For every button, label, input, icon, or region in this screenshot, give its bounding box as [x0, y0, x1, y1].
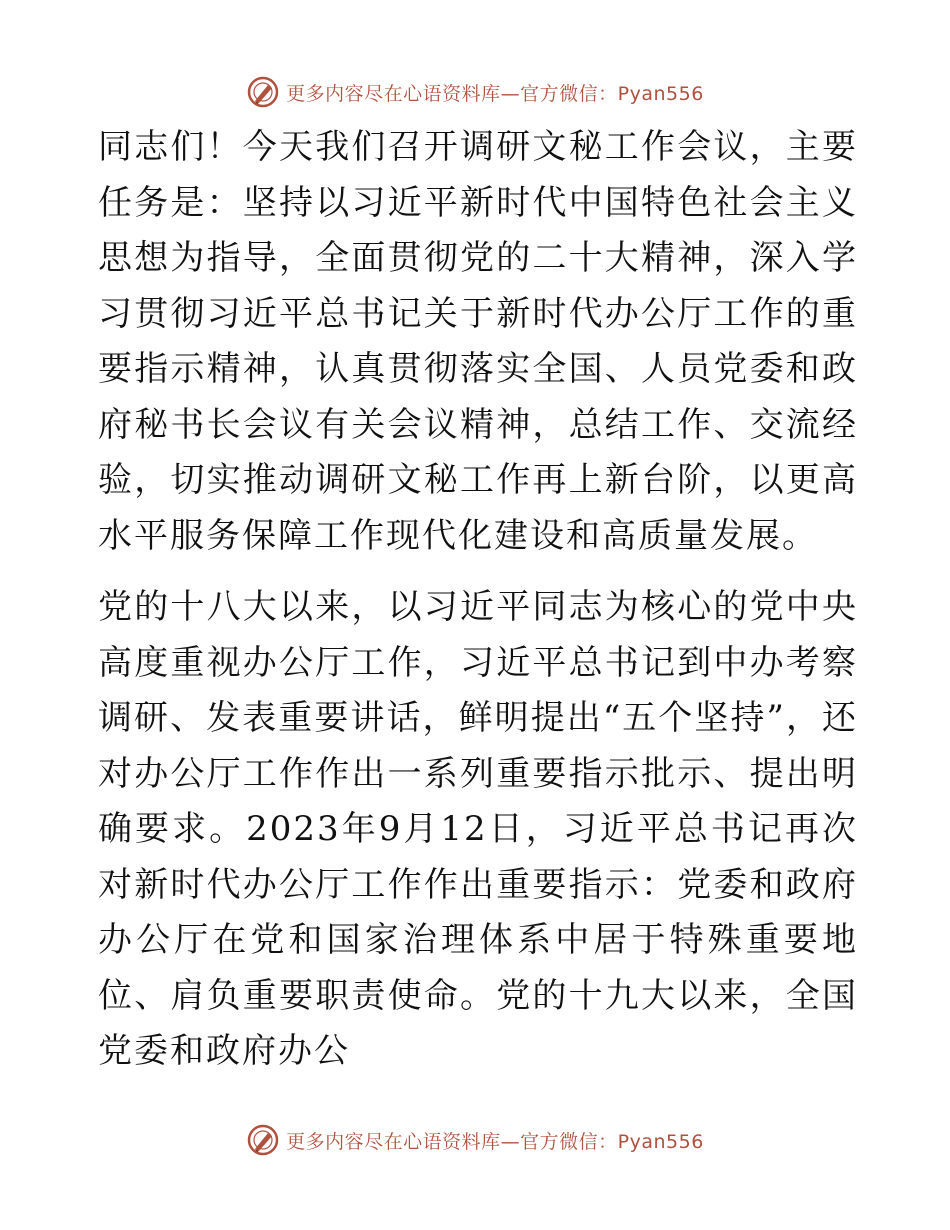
footer-watermark-text: 更多内容尽在心语资料库—官方微信：Pyan556 — [286, 1130, 704, 1153]
header-watermark-text: 更多内容尽在心语资料库—官方微信：Pyan556 — [286, 82, 704, 105]
footer-watermark-banner — [0, 1120, 950, 1160]
document-body — [98, 120, 858, 1080]
pen-logo-icon — [246, 75, 280, 109]
paragraph-1: 同志们！今天我们召开调研文秘工作会议，主要任务是：坚持以习近平新时代中国特色社会主义思想为指导，全面贯彻党的二十大精神，深入学习贯彻习近平总书记关于新时代办公厅工作的重要指示精神，认真贯彻落实全国、人员党委和政府秘书长会议有关会议精神，总结工作、交流经验，切实推动调研文秘工作再上新台阶，以更高水平服务保障工作现代化建设和高质量发展。 — [98, 127, 858, 556]
pen-logo-icon — [246, 1123, 280, 1157]
header-watermark-banner — [0, 72, 950, 112]
paragraph-2: 党的十八大以来，以习近平同志为核心的党中央高度重视办公厅工作，习近平总书记到中办考察调研、发表重要讲话，鲜明提出“五个坚持”，还对办公厅工作作出一系列重要指示批示、提出明确要求。2023年9月12日，习近平总书记再次对新时代办公厅工作作出重要指示：党委和政府办公厅在党和国家治理体系中居于特殊重要地位、肩负重要职责使命。党的十九大以来，全国党委和政府办公 — [98, 587, 858, 1071]
